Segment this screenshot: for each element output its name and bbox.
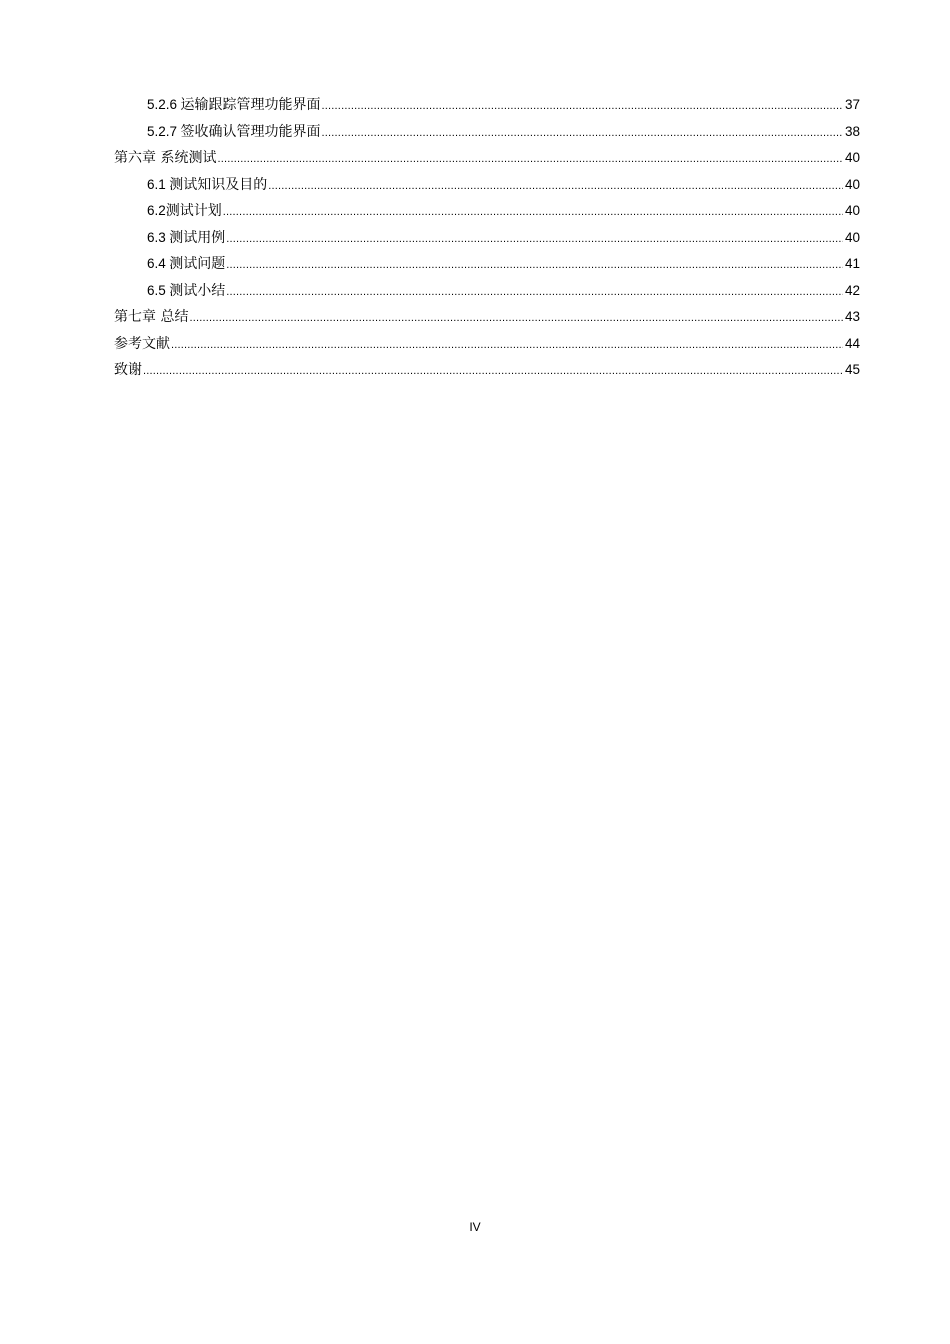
toc-leader-dots [226,226,843,253]
page-number-footer: IV [469,1220,481,1234]
toc-entry-page: 45 [844,362,860,377]
toc-entry-page: 40 [844,203,860,218]
toc-entry[interactable] [114,331,860,358]
toc-leader-dots [322,93,843,120]
toc-leader-dots [223,199,843,226]
toc-entry-page: 40 [844,150,860,165]
toc-entry-page: 43 [844,309,860,324]
toc-entry[interactable] [114,225,860,252]
toc-entry-label: 参考文献 [114,335,170,352]
toc-entry[interactable] [114,278,860,305]
toc-entry[interactable] [114,119,860,146]
toc-entry[interactable] [114,145,860,172]
toc-entry-page: 37 [844,97,860,112]
toc-entry[interactable] [114,357,860,384]
toc-entry-page: 42 [844,282,860,298]
toc-leader-dots [143,358,843,385]
table-of-contents [114,92,860,384]
toc-entry-label: 5.2.7 签收确认管理功能界面 [147,123,321,140]
toc-entry-label: 6.2测试计划 [147,203,222,219]
toc-leader-dots [226,279,843,306]
toc-leader-dots [189,305,843,332]
toc-entry-page: 44 [844,335,860,351]
toc-entry[interactable] [114,198,860,225]
toc-leader-dots [226,252,843,279]
toc-entry-page: 41 [844,256,860,271]
toc-entry-label: 6.4 测试问题 [147,256,226,272]
toc-leader-dots [171,332,843,359]
toc-entry[interactable] [114,304,860,331]
toc-entry-label: 第六章 系统测试 [114,150,217,166]
toc-entry-label: 6.5 测试小结 [147,282,226,299]
toc-entry[interactable] [114,251,860,278]
toc-entry-page: 38 [844,123,860,139]
toc-entry[interactable] [114,172,860,199]
toc-entry-page: 40 [844,176,860,192]
toc-entry[interactable] [114,92,860,119]
toc-entry-label: 致谢 [114,362,142,378]
toc-entry-page: 40 [844,229,860,245]
toc-leader-dots [322,120,843,147]
toc-leader-dots [217,146,843,173]
toc-entry-label: 6.3 测试用例 [147,229,226,246]
toc-entry-label: 6.1 测试知识及目的 [147,176,268,193]
toc-entry-label: 第七章 总结 [114,309,189,325]
toc-leader-dots [268,173,843,200]
toc-entry-label: 5.2.6 运输跟踪管理功能界面 [147,97,321,113]
